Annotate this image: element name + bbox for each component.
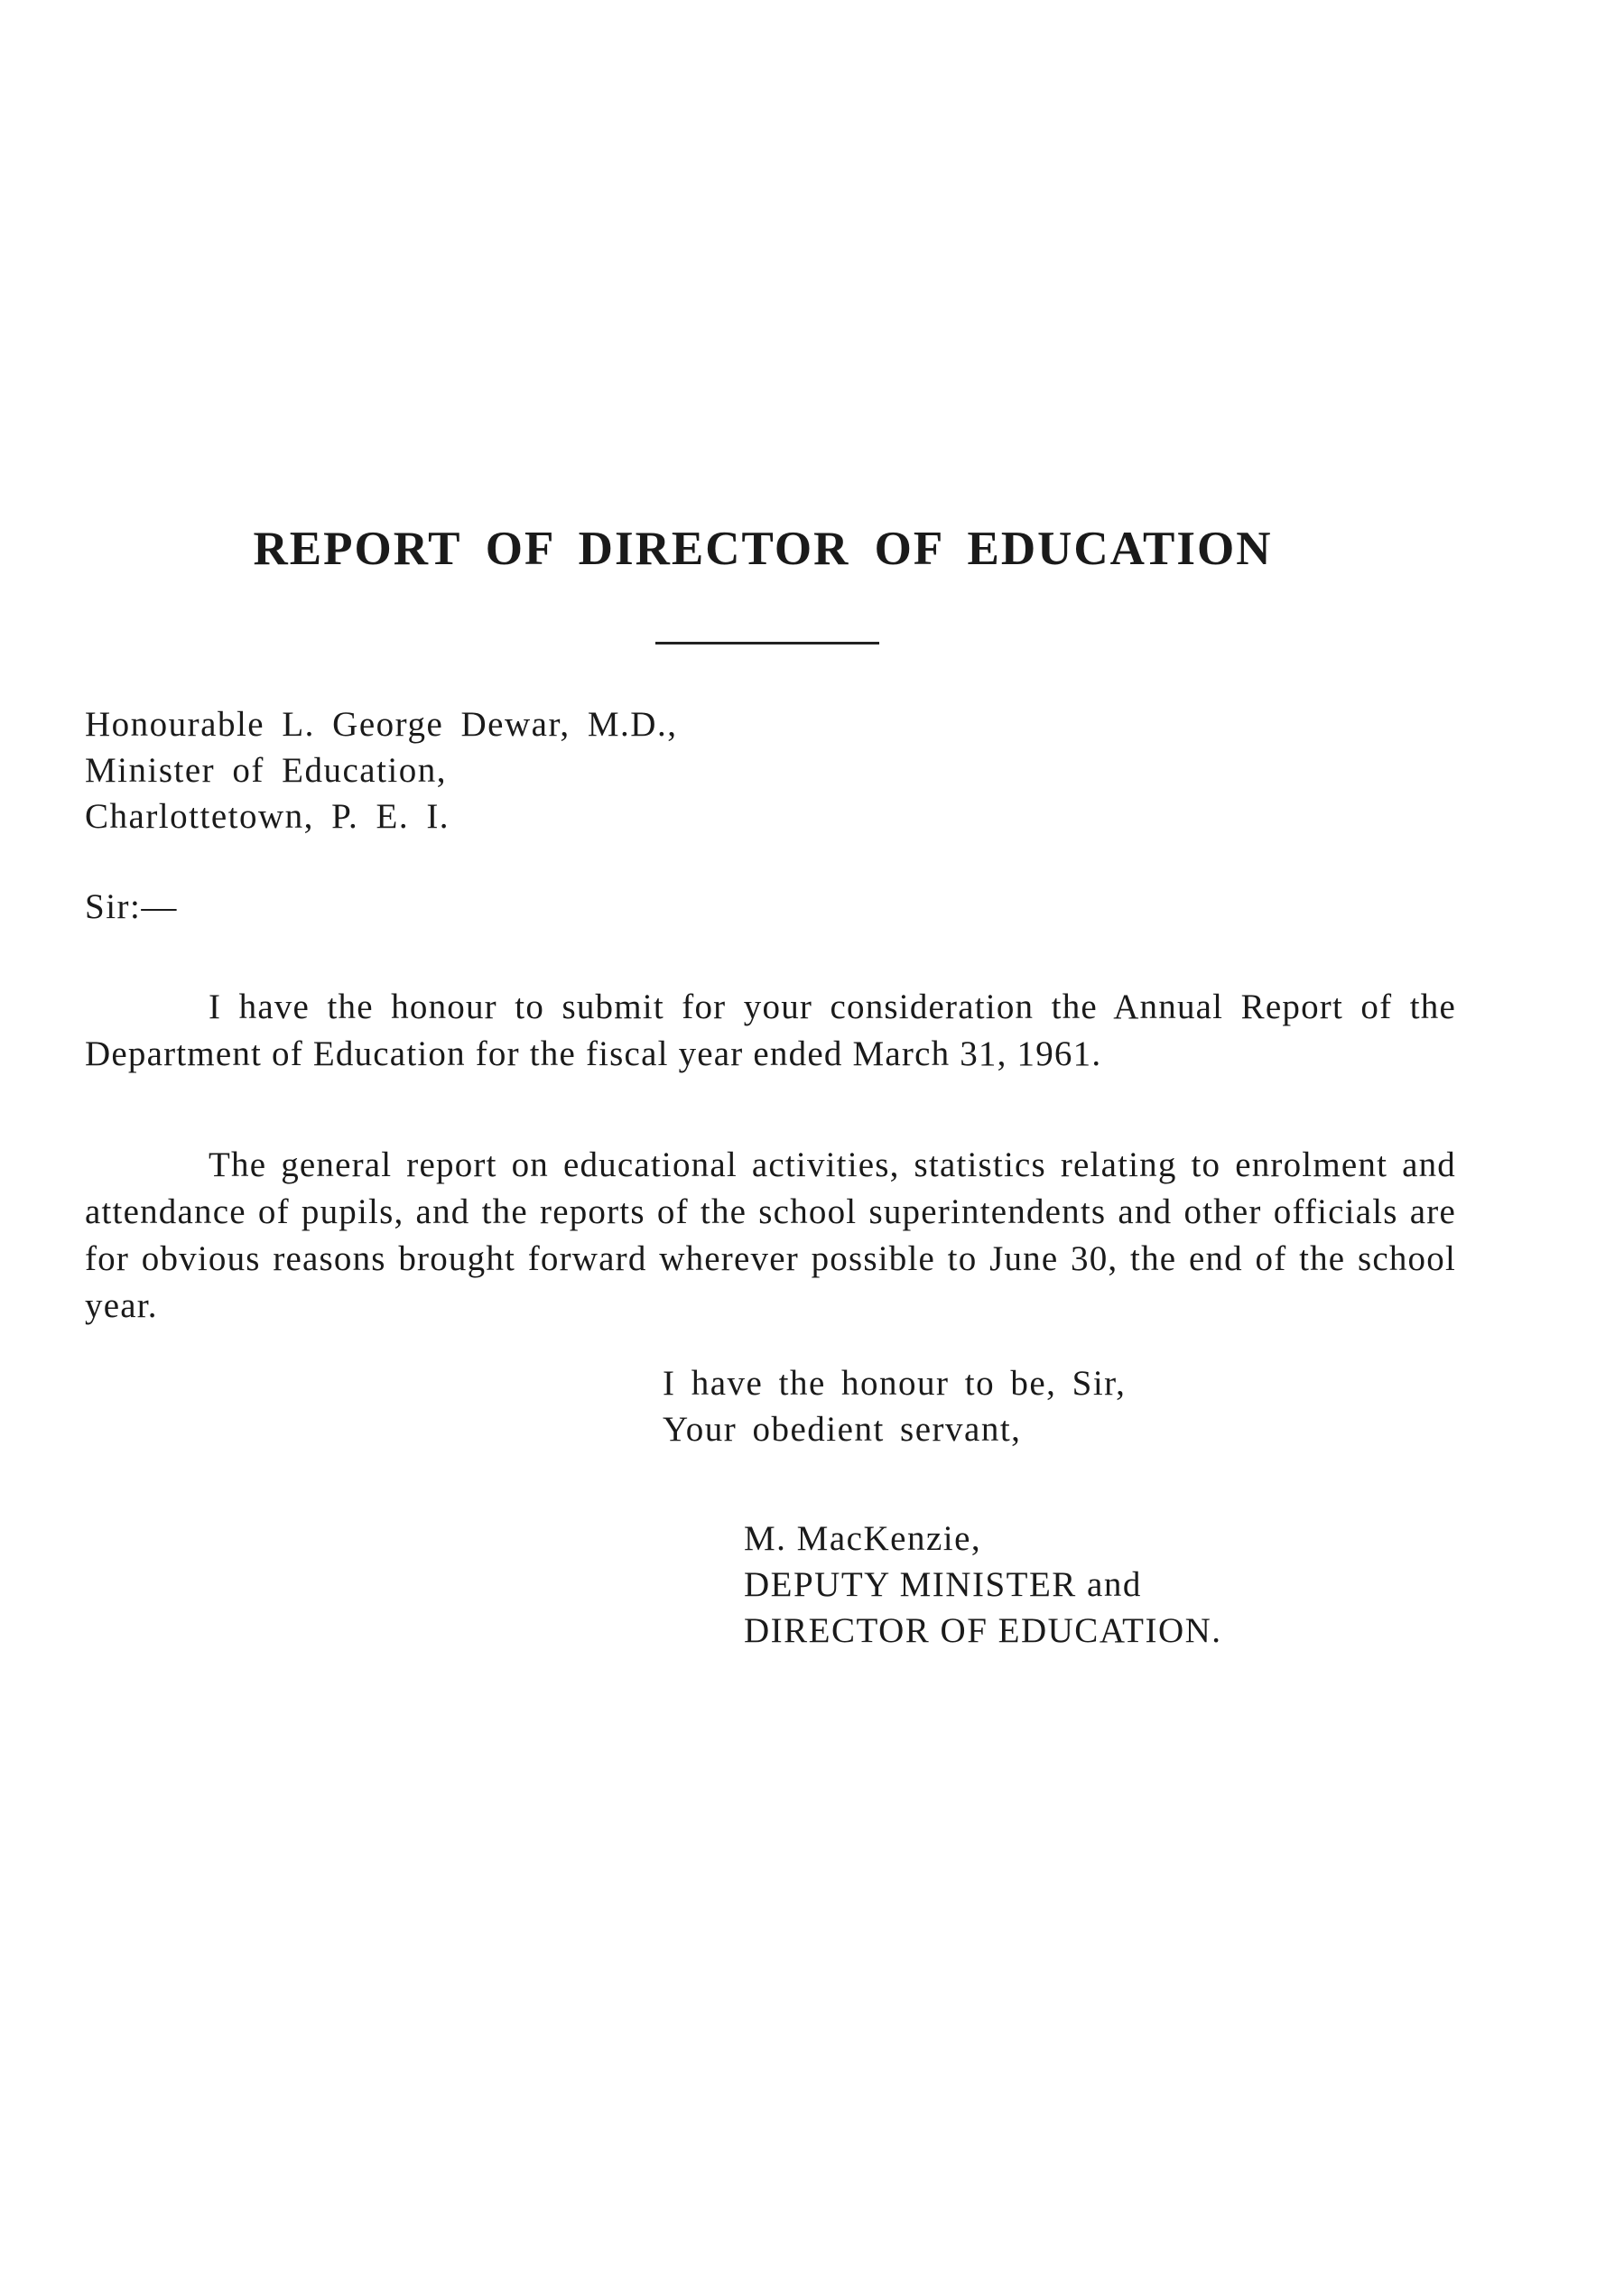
closing-line-1: I have the honour to be, Sir,	[663, 1364, 1127, 1403]
letter-closing	[663, 1360, 1126, 1452]
address-line-city: Charlottetown, P. E. I.	[85, 797, 450, 836]
signature-block	[744, 1516, 1222, 1654]
title-divider	[655, 642, 879, 644]
closing-line-2: Your obedient servant,	[663, 1410, 1022, 1449]
body-paragraph-1: I have the honour to submit for your consideration the Annual Report of the Department of Education for the fiscal year ended March 31, 1961.	[85, 988, 1456, 1073]
address-line-office: Minister of Education,	[85, 751, 448, 790]
page-title: REPORT OF DIRECTOR OF EDUCATION	[253, 523, 1273, 575]
signatory-name: M. MacKenzie,	[744, 1519, 982, 1558]
signatory-title-2: DIRECTOR OF EDUCATION.	[744, 1611, 1222, 1650]
address-line-recipient: Honourable L. George Dewar, M.D.,	[85, 705, 678, 744]
salutation: Sir:—	[85, 887, 178, 926]
signatory-title-1: DEPUTY MINISTER and	[744, 1565, 1142, 1604]
body-paragraph-2: The general report on educational activities, statistics relating to enrolment and attendance of pupils, and the reports of the school superintendents and other officials are for obvious reasons brought forward wherever possible to June 30, the end of the school year.	[85, 1145, 1456, 1325]
recipient-address	[85, 701, 677, 839]
